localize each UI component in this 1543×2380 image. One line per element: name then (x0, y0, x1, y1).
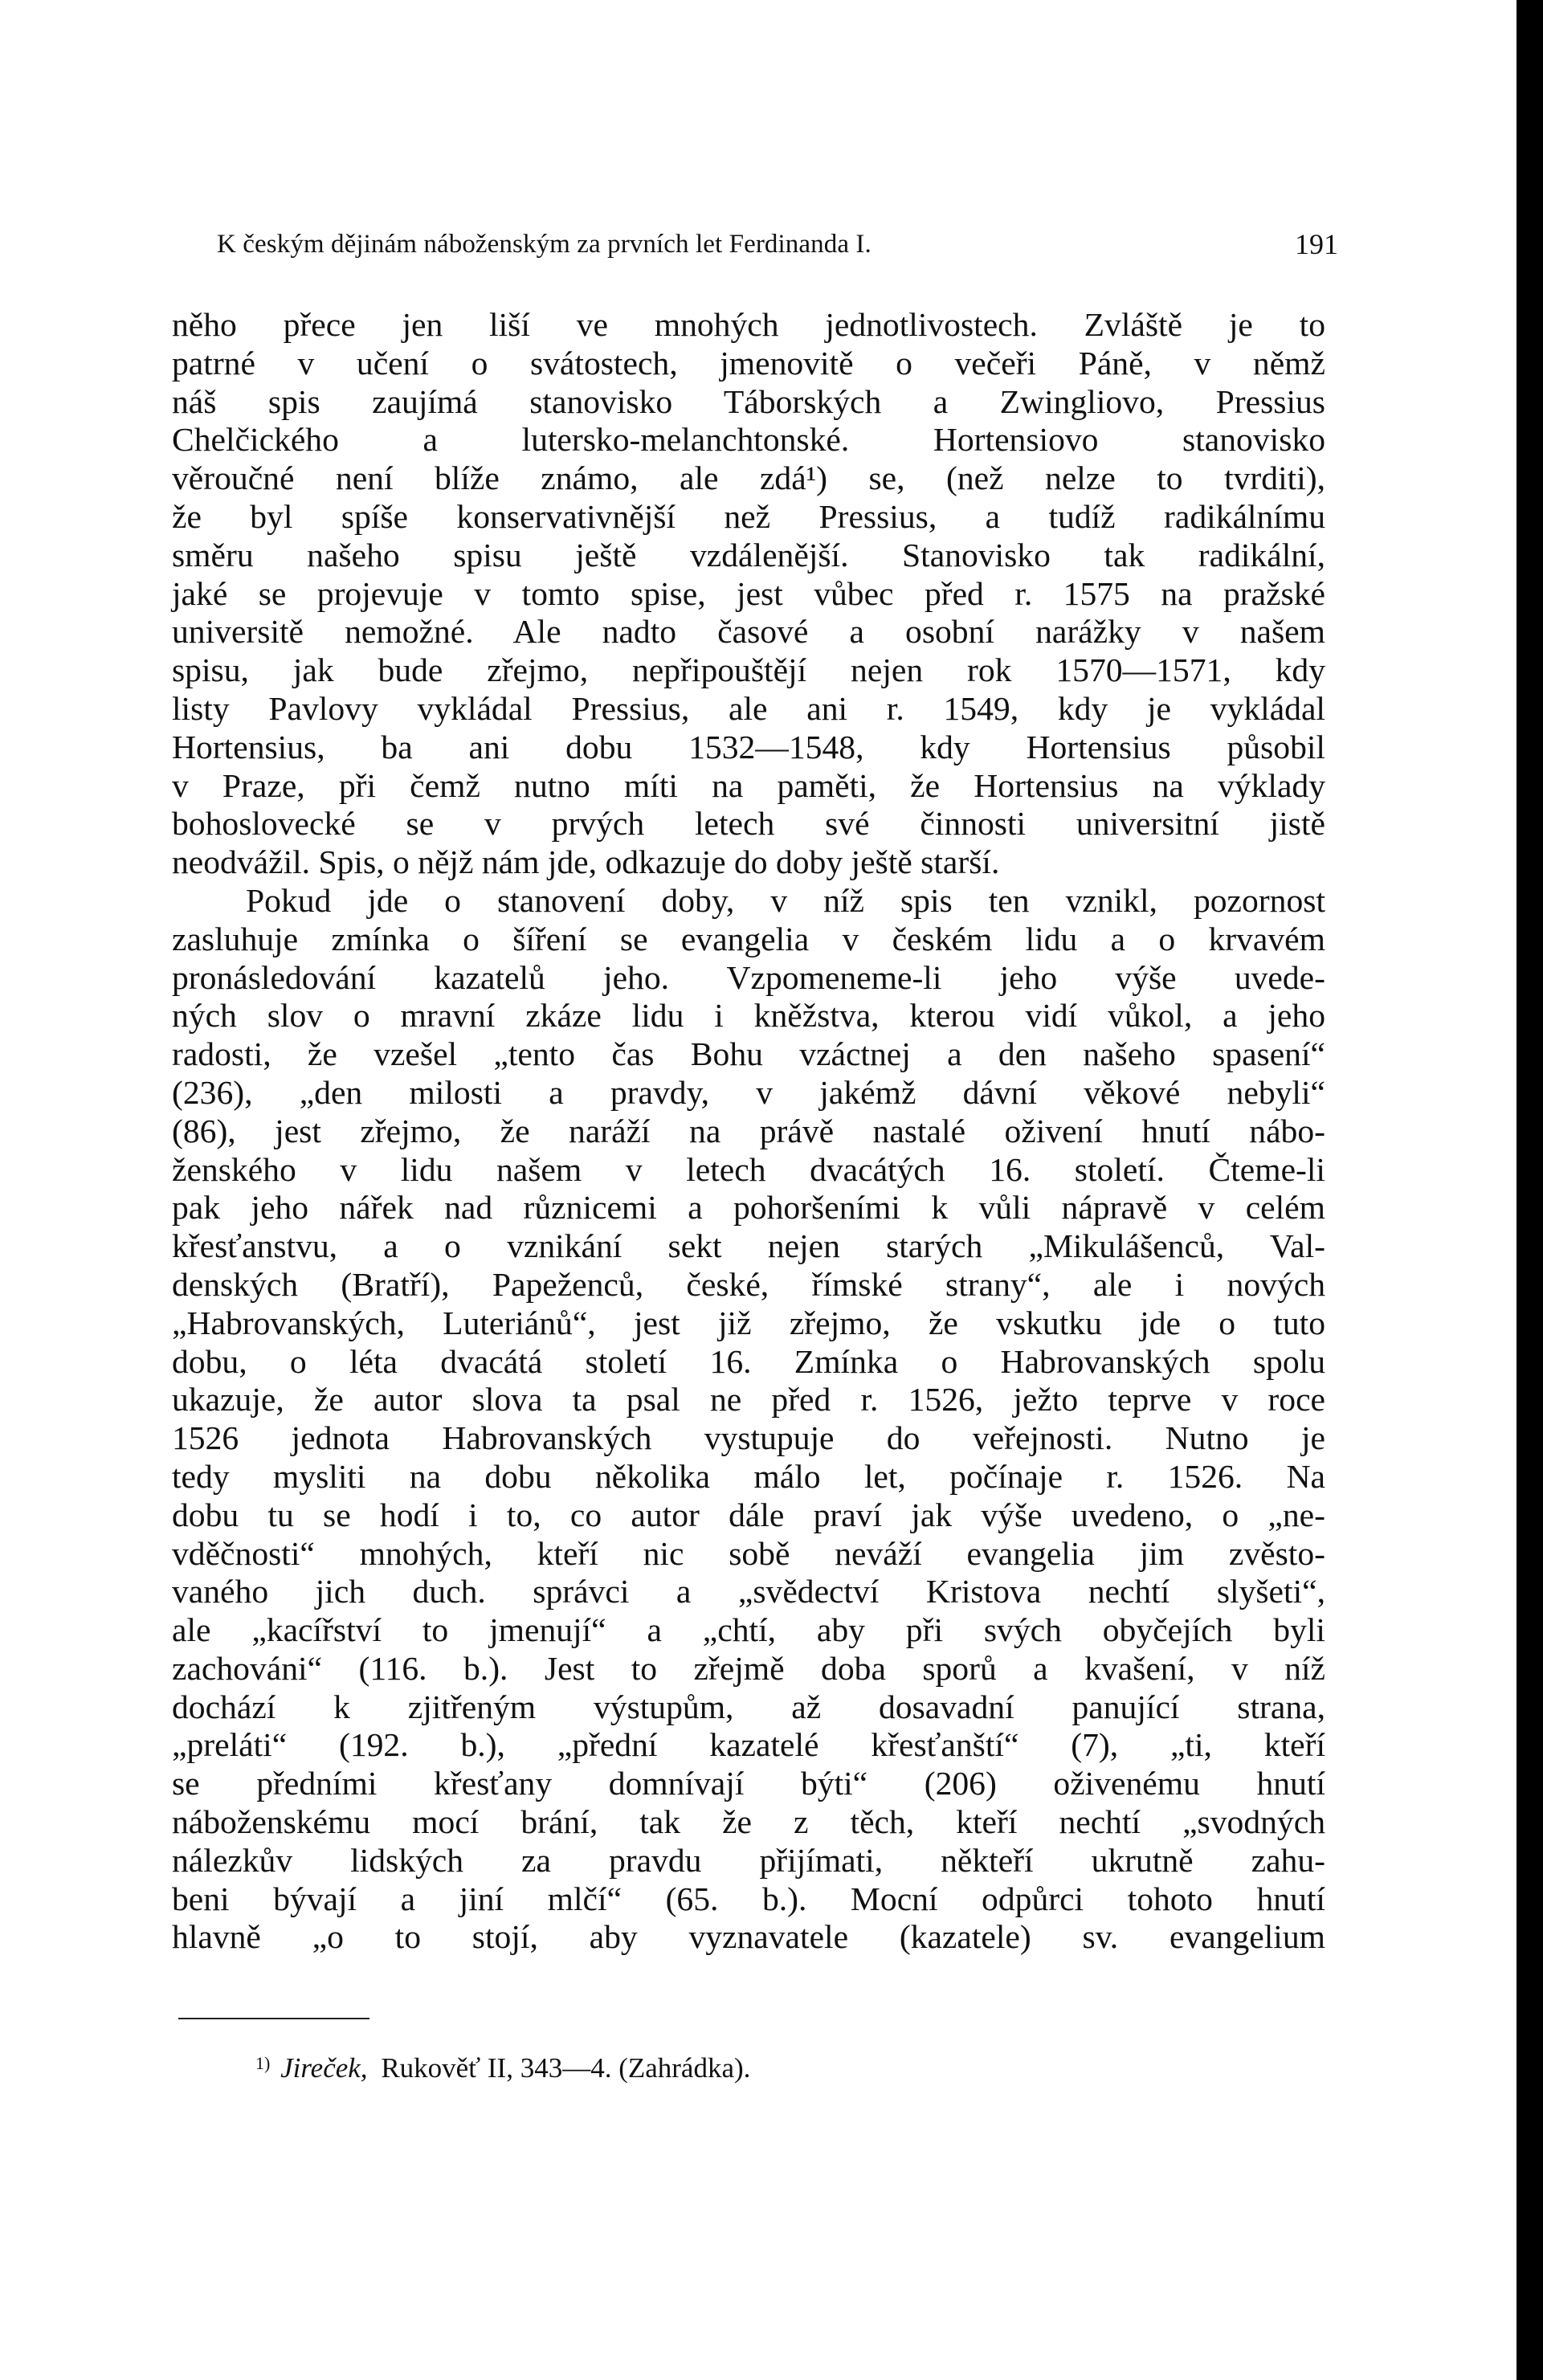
footnote-author: Jireček, (280, 2052, 368, 2084)
text-line: (236), „den milosti a pravdy, v jakémž dávní věkové nebyli“ (172, 1073, 1325, 1111)
text-line: listy Pavlovy vykládal Pressius, ale ani r. 1549, kdy je vykládal (172, 689, 1325, 727)
footnote-mark: 1) (255, 2053, 271, 2073)
text-line: vděčnosti“ mnohých, kteří nic sobě neváží evangelia jim zvěsto- (172, 1534, 1325, 1572)
text-line: křesťanstvu, a o vznikání sekt nejen starých „Mikulášenců, Val- (172, 1227, 1325, 1265)
text-line: „preláti“ (192. b.), „přední kazatelé křesťanští“ (7), „ti, kteří (172, 1726, 1325, 1764)
scan-edge (1516, 0, 1543, 2380)
text-line: v Praze, při čemž nutno míti na paměti, že Hortensius na výklady (172, 766, 1325, 804)
text-line: spisu, jak bude zřejmo, nepřipouštějí nejen rok 1570—1571, kdy (172, 651, 1325, 689)
text-line: Hortensius, ba ani dobu 1532—1548, kdy Hortensius působil (172, 728, 1325, 765)
text-line: nálezkův lidských za pravdu přijímati, někteří ukrutně zahu- (172, 1841, 1325, 1879)
text-line: patrné v učení o svátostech, jmenovitě o večeři Páně, v němž (172, 344, 1325, 382)
text-line: denských (Bratří), Papeženců, české, římské strany“, ale i nových (172, 1265, 1325, 1303)
running-title: K českým dějinám náboženským za prvních let Ferdinanda I. (217, 230, 872, 259)
text-line: ukazuje, že autor slova ta psal ne před r. 1526, ježto teprve v roce (172, 1381, 1325, 1419)
text-line: „Habrovanských, Luteriánů“, jest již zřejmo, že vskutku jde o tuto (172, 1304, 1325, 1341)
footnote (255, 2045, 750, 2087)
text-line: ženského v lidu našem v letech dvacátých 16. století. Čteme-li (172, 1150, 1325, 1188)
text-line: bohoslovecké se v prvých letech své činnosti universitní jistě (172, 805, 1325, 843)
text-line: neodvážil. Spis, o nějž nám jde, odkazuje do doby ještě starší. (172, 843, 1000, 881)
text-line: beni bývají a jiní mlčí“ (65. b.). Mocní odpůrci tohoto hnutí (172, 1880, 1325, 1917)
text-line: pak jeho nářek nad různicemi a pohoršeními k vůli nápravě v celém (172, 1189, 1325, 1227)
footnote-text: Rukověť II, 343—4. (Zahrádka). (381, 2052, 751, 2084)
text-line: ale „kacířství to jmenují“ a „chtí, aby při svých obyčejích byli (172, 1611, 1325, 1649)
text-line: věroučné není blíže známo, ale zdá¹) se, (než nelze to tvrditi), (172, 459, 1325, 497)
text-line: náboženskému mocí brání, tak že z těch, kteří nechtí „svodných (172, 1803, 1325, 1841)
text-line: pronásledování kazatelů jeho. Vzpomeneme-li jeho výše uvede- (172, 958, 1325, 996)
text-line: jaké se projevuje v tomto spise, jest vůbec před r. 1575 na pražské (172, 574, 1325, 612)
text-line: dobu, o léta dvacátá století 16. Zmínka o Habrovanských spolu (172, 1342, 1325, 1380)
text-line: ných slov o mravní zkáze lidu i kněžstva, kterou vidí vůkol, a jeho (172, 997, 1325, 1035)
text-line: směru našeho spisu ještě vzdálenější. Stanovisko tak radikální, (172, 536, 1325, 574)
page-number: 191 (1295, 228, 1338, 260)
text-line: dobu tu se hodí i to, co autor dále praví jak výše uvedeno, o „ne- (172, 1496, 1325, 1533)
running-header (217, 228, 1338, 260)
footnote-divider (178, 2018, 369, 2019)
text-line: (86), jest zřejmo, že naráží na právě nastalé oživení hnutí nábo- (172, 1112, 1325, 1149)
text-line: tedy mysliti na dobu několika málo let, počínaje r. 1526. Na (172, 1457, 1325, 1495)
text-line: něho přece jen liší ve mnohých jednotlivostech. Zvláště je to (172, 306, 1325, 343)
text-line: zasluhuje zmínka o šíření se evangelia v českém lidu a o krvavém (172, 920, 1325, 957)
text-line: zachováni“ (116. b.). Jest to zřejmě doba sporů a kvašení, v níž (172, 1649, 1325, 1687)
text-line: Pokud jde o stanovení doby, v níž spis ten vznikl, pozornost (246, 881, 1325, 919)
text-line: náš spis zaujímá stanovisko Táborských a Zwingliovo, Pressius (172, 382, 1325, 420)
text-line: universitě nemožné. Ale nadto časové a osobní narážky v našem (172, 613, 1325, 651)
text-line: dochází k zjitřeným výstupům, až dosavadní panující strana, (172, 1688, 1325, 1725)
text-line: radosti, že vzešel „tento čas Bohu vzáctnej a den našeho spasení“ (172, 1035, 1325, 1073)
text-line: že byl spíše konservativnější než Pressius, a tudíž radikálnímu (172, 497, 1325, 535)
body-text (172, 306, 1325, 1957)
text-line: 1526 jednota Habrovanských vystupuje do veřejnosti. Nutno je (172, 1419, 1325, 1457)
text-line: se předními křesťany domnívají býti“ (206) oživenému hnutí (172, 1765, 1325, 1802)
text-line: Chelčického a lutersko-melanchtonské. Hortensiovo stanovisko (172, 421, 1325, 459)
text-line: vaného jich duch. správci a „svědectví Kristova nechtí slyšeti“, (172, 1573, 1325, 1610)
text-line: hlavně „o to stojí, aby vyznavatele (kazatele) sv. evangelium (172, 1918, 1325, 1956)
